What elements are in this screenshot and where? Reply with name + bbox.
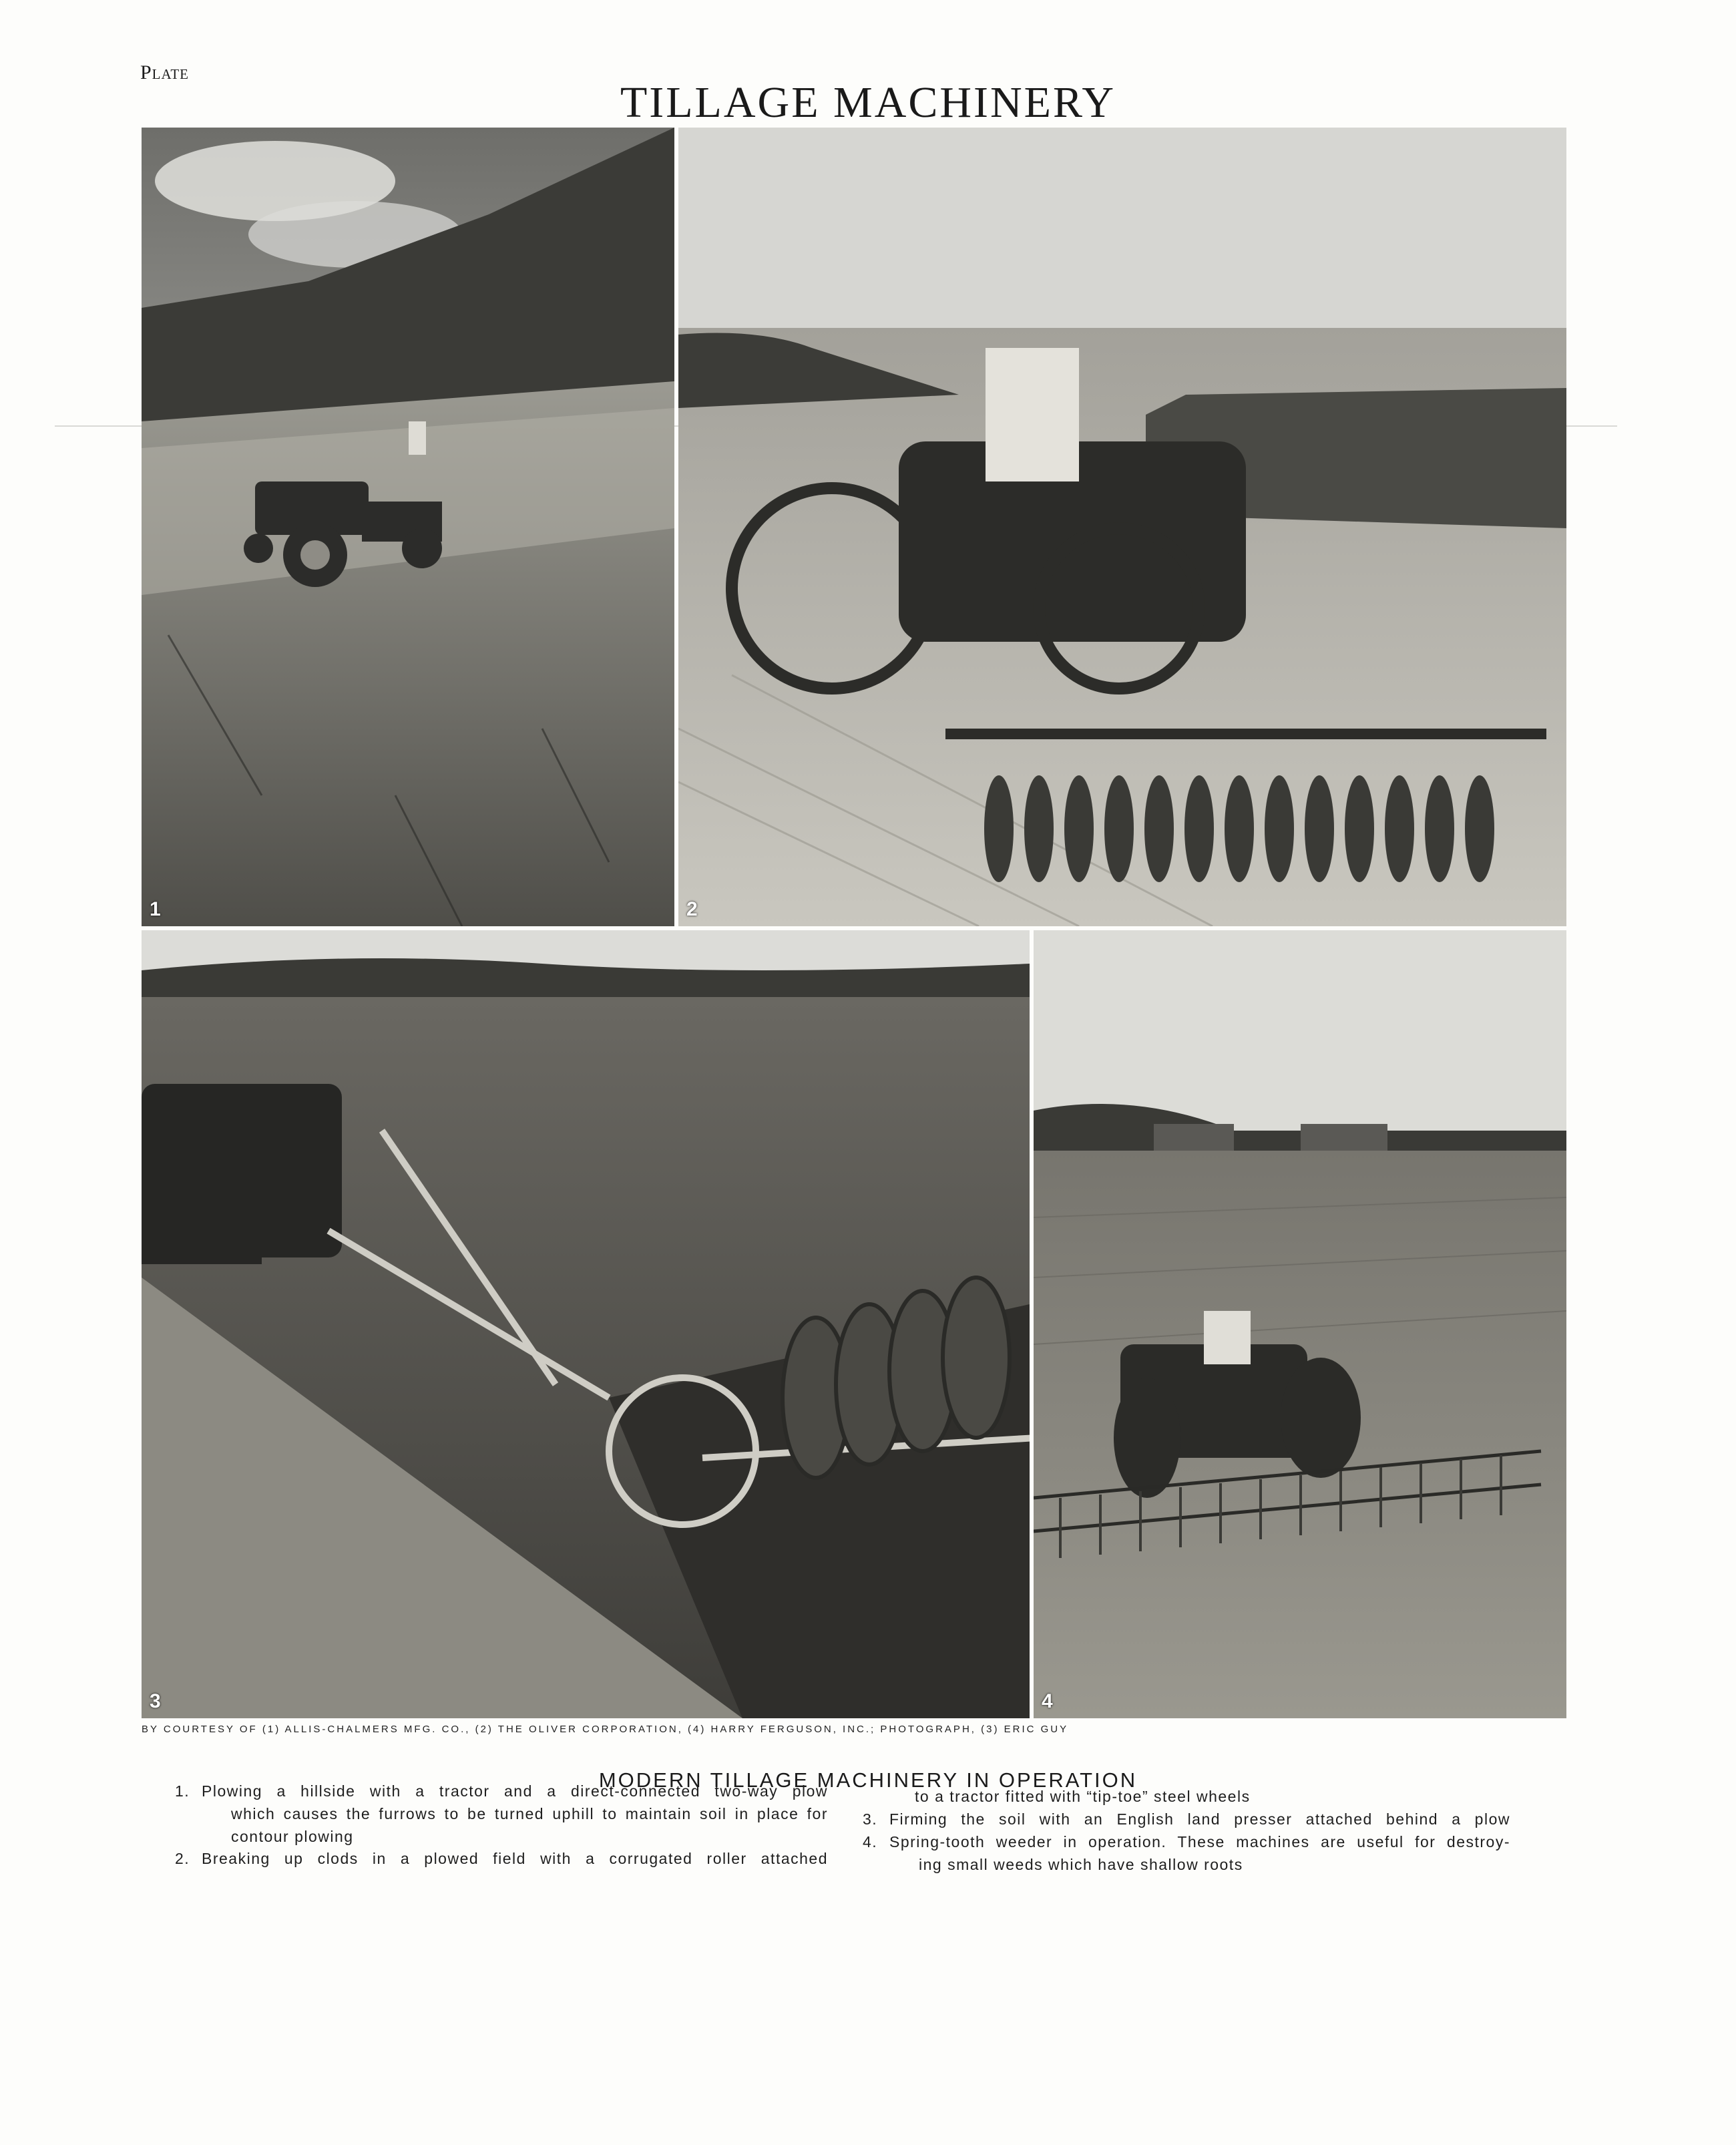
- caption-1-number: 1.: [175, 1782, 190, 1800]
- photo-2-number: 2: [686, 898, 698, 920]
- caption-1-first-line: Plowing a hillside with a tractor and a direct-connected two-way plow: [202, 1782, 828, 1800]
- photo-credit: BY COURTESY OF (1) ALLIS-CHALMERS MFG. CO., (2) THE OLIVER CORPORATION, (4) HARRY FERGUSON, INC.; PHOTOGRAPH, (3) ERIC GUY: [142, 1724, 1069, 1735]
- photo-3-image: [142, 930, 1030, 1718]
- plate-label: Plate: [140, 61, 190, 83]
- caption-title: MODERN TILLAGE MACHINERY IN OPERATION: [598, 1768, 1138, 1792]
- photo-1-image: [142, 128, 674, 926]
- photo-1-number: 1: [150, 898, 161, 920]
- caption-3-number: 3.: [863, 1810, 878, 1828]
- caption-2-continuation-text: to a tractor fitted with “tip-toe” steel wheels: [915, 1788, 1251, 1805]
- page-title: TILLAGE MACHINERY: [620, 78, 1116, 128]
- caption-2-continuation: [915, 1785, 1315, 1808]
- photo-2-image: [678, 128, 1566, 926]
- caption-1: [175, 1780, 828, 1848]
- photo-4-image: [1034, 930, 1566, 1718]
- caption-4: [863, 1830, 1510, 1876]
- caption-3: [863, 1808, 1510, 1830]
- photo-4-spring-tooth-weeder: [1034, 930, 1566, 1718]
- photo-3-number: 3: [150, 1690, 161, 1712]
- photo-1-hillside-plowing: [142, 128, 674, 926]
- caption-2-first-line: Breaking up clods in a plowed field with a corrugated roller attached: [202, 1850, 828, 1867]
- caption-4-continuation: ing small weeds which have shallow roots: [919, 1856, 1243, 1873]
- caption-2: [175, 1847, 828, 1870]
- photo-3-land-presser: [142, 930, 1030, 1718]
- caption-3-text: Firming the soil with an English land presser attached behind a plow: [889, 1810, 1510, 1828]
- caption-4-first-line: Spring-tooth weeder in operation. These machines are useful for destroy-: [889, 1833, 1510, 1850]
- caption-4-number: 4.: [863, 1833, 878, 1850]
- caption-2-number: 2.: [175, 1850, 190, 1867]
- caption-1-continuation: which causes the furrows to be turned uphill to maintain soil in place for contour plowing: [231, 1805, 828, 1845]
- photo-2-corrugated-roller: [678, 128, 1566, 926]
- photo-4-number: 4: [1042, 1690, 1053, 1712]
